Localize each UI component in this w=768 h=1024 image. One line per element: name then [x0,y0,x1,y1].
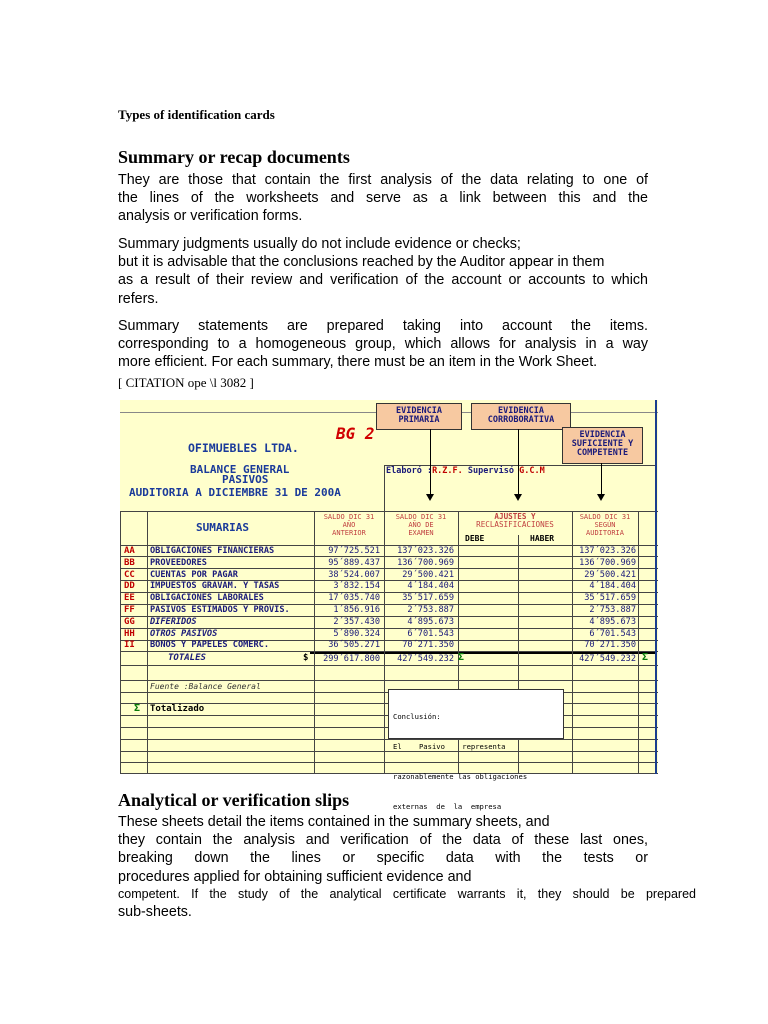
total-prev: 299´617.800 [323,654,380,664]
paragraph-4 [118,813,648,886]
box-text: CORROBORATIVA [487,415,555,425]
text-line: they contain the analysis and verification of the data of these last ones, [118,832,648,849]
box-text: EVIDENCIA [497,406,545,416]
conclusion-line: Conclusión: [393,712,441,721]
text-line: They are those that contain the first analysis of the data relating to one of [118,172,648,188]
text-line: as a result of their review and verification of the account or accounts to which [118,272,648,289]
sigma-icon: Σ [458,652,465,663]
worksheet-reference: BG 2 [336,424,375,443]
reviewed-label: Supervisó [467,466,514,476]
row-code: AA [124,546,135,556]
sigma-icon: Σ [134,703,141,714]
column-audited [572,513,638,537]
row-audit-balance: 137´023.326 [579,546,636,556]
box-text: PRIMARIA [398,415,440,425]
row-code: FF [124,605,135,615]
text-line: more efficient. For each summary, there must be an item in the Work Sheet. [118,354,598,371]
header-line: SEGÚN [594,521,616,529]
heading-analytical-slips: Analytical or verification slips [118,790,350,810]
row-code: BB [124,558,135,568]
row-audit-balance: 29´500.421 [584,570,636,580]
arrowhead [514,494,522,501]
conclusion-line: razonablemente las obligaciones [393,772,528,781]
sigma-icon: Σ [642,652,649,663]
row-account-name: BONOS Y PAPELES COMERC. [150,640,269,650]
column-summaries: SUMARIAS [196,521,249,534]
row-code: GG [124,617,135,627]
header-line: AUDITORIA [586,529,624,537]
arrow-primary [430,429,431,495]
row-account-name: OTROS PASIVOS [150,629,218,639]
paragraph-1 [118,171,648,226]
header-line: AÑO DE [408,521,434,529]
title-audit-date: AUDITORIA A DICIEMBRE 31 DE 200A [129,486,341,499]
title-balance: BALANCE GENERAL [190,463,290,476]
text-line: refers. [118,290,159,307]
heading-summary-documents: Summary or recap documents [118,147,350,167]
row-account-name: DIFERIDOS [150,617,197,627]
evidence-sufficient-box [562,427,643,464]
arrow-sufficient [601,463,602,495]
conclusion-line: El Pasivo representa [393,742,506,751]
text-line: but it is advisable that the conclusions reached by the Auditor appear in them [118,254,605,271]
totalized-label: Totalizado [150,704,205,714]
row-code: II [124,640,135,650]
evidence-primary-box [376,403,462,430]
box-text: SUFICIENTE Y [571,439,634,449]
arrow-corroborative [518,429,519,495]
citation: [ CITATION ope \l 3082 ] [118,375,254,390]
row-prev-balance: 17´035.740 [328,593,380,603]
row-exam-balance: 4´184.404 [407,581,454,591]
arrowhead [597,494,605,501]
row-prev-balance: 2´357.430 [333,617,380,627]
text-line: These sheets detail the items contained in the summary sheets, and [118,814,550,830]
paragraph-2 [118,235,648,308]
row-code: CC [124,570,135,580]
column-debit: DEBE [465,534,485,543]
row-code: DD [124,581,135,591]
row-prev-balance: 1´856.916 [333,605,380,615]
header-line: ANTERIOR [332,529,366,537]
header-line: EXAMEN [408,529,434,537]
column-exam-year [384,513,458,537]
reviewed-value: G.C.M [519,466,545,476]
row-account-name: PROVEEDORES [150,558,207,568]
conclusion-line: externas de la empresa [393,802,502,811]
header-line: AÑO [342,521,356,529]
paragraph-3 [118,317,648,372]
row-prev-balance: 3´832.154 [333,581,380,591]
row-prev-balance: 95´889.437 [328,558,380,568]
totals-currency: $ [303,653,309,663]
totals-label: TOTALES [168,653,206,663]
row-prev-balance: 38´524.007 [328,570,380,580]
row-code: EE [124,593,135,603]
prepared-reviewed [386,466,545,476]
text-line: Summary statements are prepared taking into account the items. [118,318,648,334]
row-code: HH [124,629,135,639]
header-line: RECLASIFICACIONES [476,520,554,529]
paragraph-4-end: sub-sheets. [118,904,192,920]
total-audit: 427´549.232 [579,654,636,664]
header-line: SALDO DIC 31 [579,513,631,521]
row-audit-balance: 136´700.969 [579,558,636,568]
row-audit-balance: 35´517.659 [584,593,636,603]
title-liabilities: PASIVOS [222,473,269,486]
row-audit-balance: 70´271.350 [584,640,636,650]
box-text: EVIDENCIA [579,430,626,440]
text-line: breaking down the lines or specific data with the tests or [118,850,648,867]
row-account-name: OBLIGACIONES LABORALES [150,593,264,603]
row-audit-balance: 2´753.887 [589,605,636,615]
text-line: analysis or verification forms. [118,208,303,225]
column-credit: HABER [530,534,555,543]
row-exam-balance: 2´753.887 [407,605,454,615]
total-exam: 427´549.232 [397,654,454,664]
box-text: COMPETENTE [576,448,629,458]
row-audit-balance: 6´701.543 [589,629,636,639]
evidence-corroborative-box [471,403,571,430]
source-note: Fuente :Balance General [150,682,261,691]
text-line: Summary judgments usually do not include evidence or checks; [118,236,521,252]
text-line: corresponding to a homogeneous group, which allows for analysis in a way [118,336,648,353]
header-line: SALDO DIC 31 [323,513,375,521]
text-line: the lines of the worksheets and serve as a link between this and the [118,190,648,207]
row-audit-balance: 4´184.404 [589,581,636,591]
row-prev-balance: 5´890.324 [333,629,380,639]
paragraph-4-line-small: competent. If the study of the analytical certificate warrants it, they should be prepared [118,887,696,901]
box-text: EVIDENCIA [395,406,443,416]
row-account-name: IMPUESTOS GRAVAM. Y TASAS [150,581,280,591]
row-audit-balance: 4´895.673 [589,617,636,627]
row-prev-balance: 36´505.271 [328,640,380,650]
row-exam-balance: 35´517.659 [402,593,454,603]
header-line: SALDO DIC 31 [395,513,447,521]
row-prev-balance: 97´725.521 [328,546,380,556]
text-line: procedures applied for obtaining sufficient evidence and [118,868,472,885]
header-line: AJUSTES Y [494,512,536,521]
column-adjustments [458,513,572,529]
prepared-value: R.Z.F. [432,466,463,476]
row-exam-balance: 137´023.326 [397,546,454,556]
row-exam-balance: 6´701.543 [407,629,454,639]
company-name: OFIMUEBLES LTDA. [188,441,299,455]
row-account-name: PASIVOS ESTIMADOS Y PROVIS. [150,605,290,615]
section-small-title: Types of identification cards [118,107,275,122]
row-exam-balance: 136´700.969 [397,558,454,568]
arrowhead [426,494,434,501]
row-account-name: OBLIGACIONES FINANCIERAS [150,546,275,556]
prepared-label: Elaboró : [386,466,433,476]
row-exam-balance: 4´895.673 [407,617,454,627]
column-prev-year [314,513,384,537]
row-exam-balance: 70´271.350 [402,640,454,650]
figure-border [655,400,657,774]
conclusion-box [388,689,564,811]
row-account-name: CUENTAS POR PAGAR [150,570,238,580]
row-exam-balance: 29´500.421 [402,570,454,580]
